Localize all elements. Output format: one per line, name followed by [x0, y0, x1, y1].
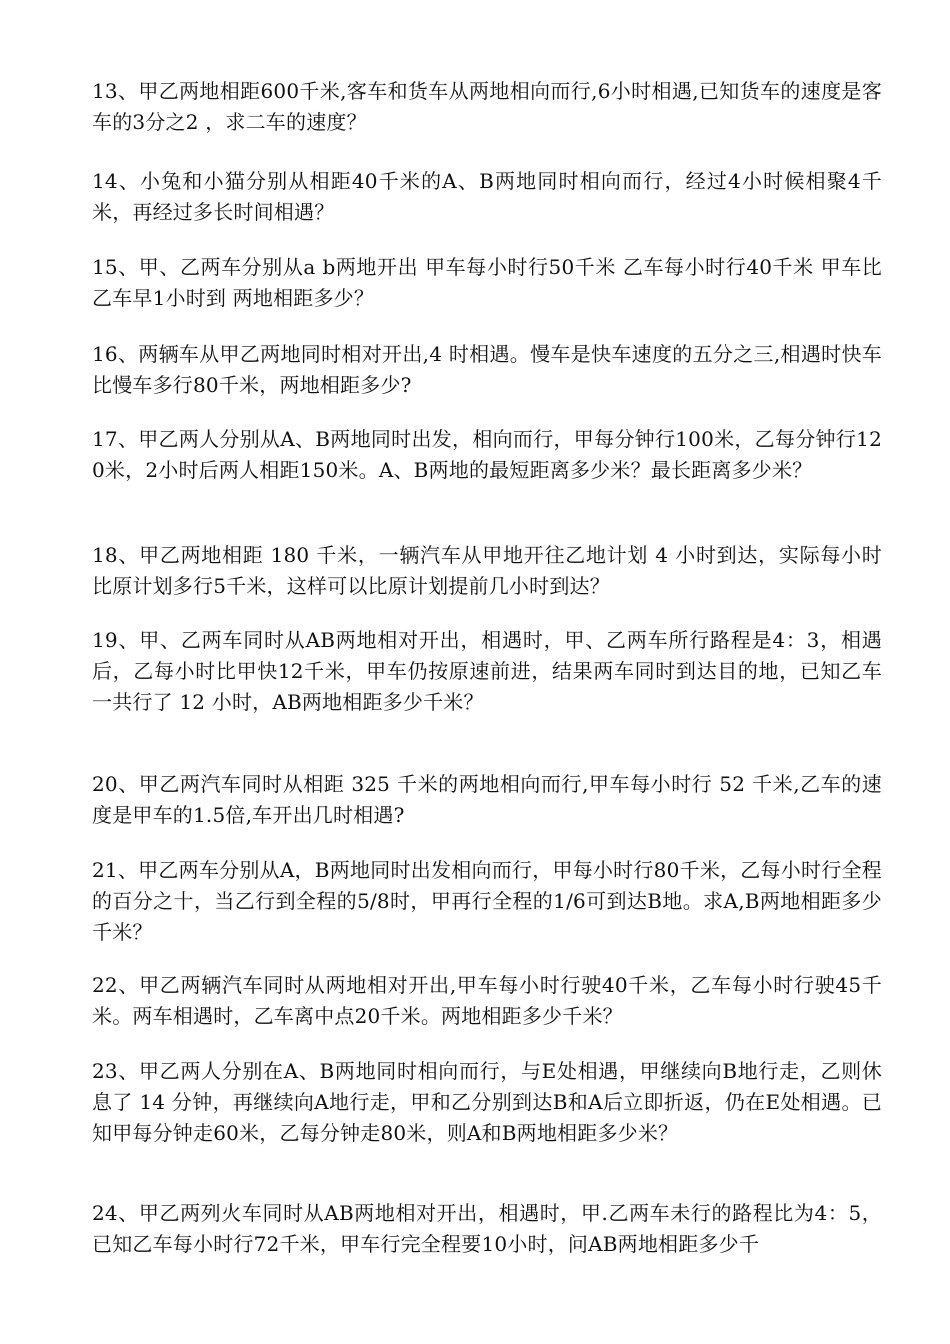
problem-22: 22、甲乙两辆汽车同时从两地相对开出,甲车每小时行驶40千米，乙车每小时行驶45千米。两车相遇时，乙车离中点20千米。两地相距多少千米？ [92, 973, 882, 1028]
problem-13: 13、甲乙两地相距600千米,客车和货车从两地相向而行,6小时相遇,已知货车的速度是客车的3分之2 ，求二车的速度？ [92, 79, 882, 134]
problem-24: 24、甲乙两列火车同时从AB两地相对开出，相遇时，甲.乙两车未行的路程比为4：5，已知乙车每小时行72千米，甲车行完全程要10小时，问AB两地相距多少千 [92, 1201, 882, 1256]
problem-21: 21、甲乙两车分别从A，B两地同时出发相向而行，甲每小时行80千米，乙每小时行全程的百分之十，当乙行到全程的5/8时，甲再行全程的1/6可到达B地。求A,B两地相距多少千米？ [92, 858, 882, 944]
problem-18: 18、甲乙两地相距 180 千米，一辆汽车从甲地开往乙地计划 4 小时到达，实际每小时比原计划多行5千米，这样可以比原计划提前几小时到达？ [92, 543, 882, 598]
problem-16: 16、两辆车从甲乙两地同时相对开出,4 时相遇。慢车是快车速度的五分之三,相遇时快车比慢车多行80千米，两地相距多少? [92, 342, 882, 397]
problem-19: 19、甲、乙两车同时从AB两地相对开出，相遇时，甲、乙两车所行路程是4：3，相遇后，乙每小时比甲快12千米，甲车仍按原速前进，结果两车同时到达目的地，已知乙车一共行了 12 小时，AB两地相距多少千米？ [92, 628, 882, 714]
problem-17: 17、甲乙两人分别从A、B两地同时出发，相向而行，甲每分钟行100米，乙每分钟行120米，2小时后两人相距150米。A、B两地的最短距离多少米？最长距离多少米？ [92, 427, 882, 482]
problem-15: 15、甲、乙两车分别从a b两地开出 甲车每小时行50千米 乙车每小时行40千米 甲车比乙车早1小时到 两地相距多少？ [92, 255, 882, 310]
problem-23: 23、甲乙两人分别在A、B两地同时相向而行，与E处相遇，甲继续向B地行走，乙则休息了 14 分钟，再继续向A地行走，甲和乙分别到达B和A后立即折返，仍在E处相遇。已知甲每分钟走60米，乙每分钟走80米，则A和B两地相距多少米？ [92, 1059, 882, 1145]
problem-14: 14、小兔和小猫分别从相距40千米的A、B两地同时相向而行，经过4小时候相聚4千米，再经过多长时间相遇？ [92, 169, 882, 224]
problem-20: 20、甲乙两汽车同时从相距 325 千米的两地相向而行,甲车每小时行 52 千米,乙车的速度是甲车的1.5倍,车开出几时相遇? [92, 772, 882, 827]
